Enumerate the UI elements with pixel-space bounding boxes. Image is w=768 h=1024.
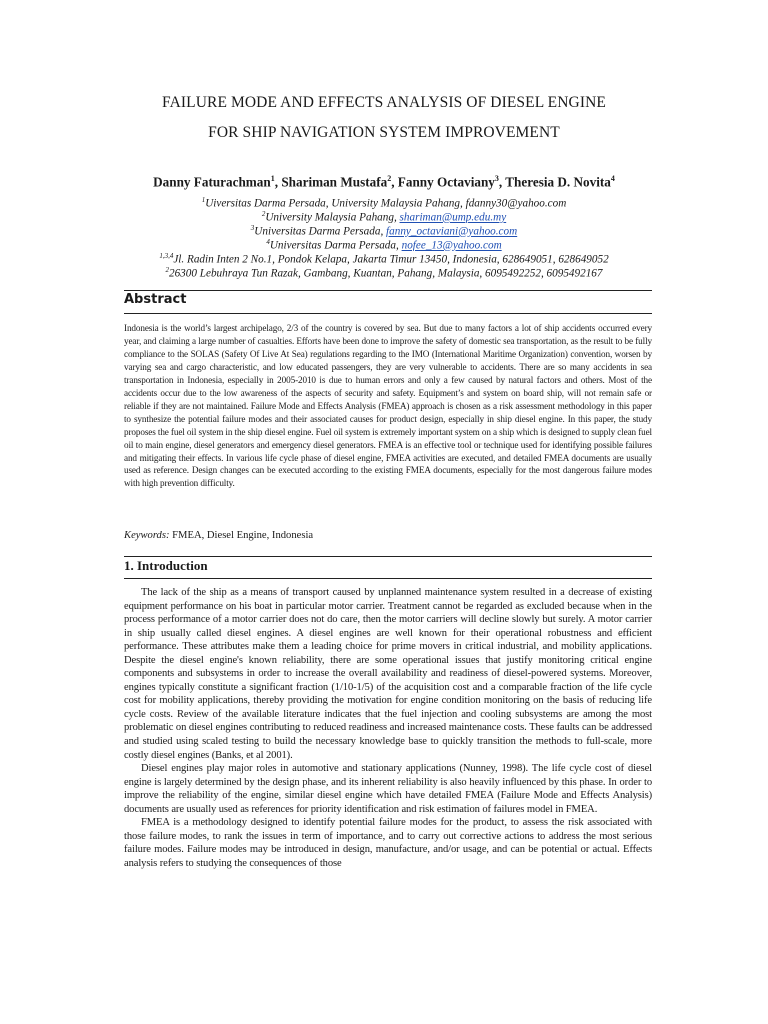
author-name: Fanny Octaviany [397, 174, 495, 190]
author-name: Theresia D. Novita [505, 174, 611, 190]
keywords-line [124, 530, 313, 541]
author-list: Danny Faturachman$^1$, Shariman Mustafa$^2$, Fanny Octaviany$^3$, Theresia D. Novita$^4$ [153, 174, 615, 190]
abstract-heading: Abstract [124, 292, 187, 307]
affiliation-text: Uiversitas Darma Persada, University Malaysia Pahang, fdanny30@yahoo.com [205, 197, 567, 210]
affiliation-text: Jl. Radin Inten 2 No.1, Pondok Kelapa, Jakarta Timur 13450, Indonesia, 628649051, 628649052 [173, 253, 609, 266]
affiliation-text: 26300 Lebuhraya Tun Razak, Gambang, Kuantan, Pahang, Malaysia, 6095492252, 6095492167 [168, 267, 603, 280]
author-sup: 4 [610, 174, 615, 183]
section-divider [124, 290, 652, 291]
body-paragraph: FMEA is a methodology designed to identify potential failure modes for the product, to assess the risk associated with those failure modes, to rank the issues in term of importance, and to carry out corrective actions to address the most serious failure modes. Failure modes may be introduced in design, manufacture, and/or usage, and can be potential or actual. Effects analysis refers to studying the consequences of those [124, 817, 652, 869]
author-sup: 2 [387, 174, 392, 183]
body-paragraph: The lack of the ship as a means of transport caused by unplanned maintenance system resulted in a decrease of existing equipment performance on his boat in particular motor carrier. Treatment cannot be regarded as excluded because when in the process performance of a motor carrier does not do care, then the motor carriers will decline slowly but surely. A motor carrier in ship usually called diesel engines. A diesel engines are well known for their operational robustness and efficient performance. These attributes make them a leading choice for prime movers in critical industrial, and mobility applications. Despite the diesel engine's known reliability, there are some operational issues that justify monitoring critical engine components and subsystems in order to increase the overall availability and readiness of diesel-powered systems. Moreover, engines typically constitute a significant fraction (1/10-1/5) of the acquisition cost and a comparable fraction of the life cycle cost for mobility applications, thereby providing the motivation for engine condition monitoring on the basis of reducing life cycle costs. Review of the available literature indicates that the fuel injection and cooling subsystems are among the most problematic on diesel engines contributing to reduced readiness and increased maintenance costs. These faults can be addressed and studied using scaled testing to build the necessary knowledge base to quickly transition the methods to full-scale, more costly diesel engines (Banks, et al 2001). [124, 587, 652, 761]
body-paragraph: Diesel engines play major roles in automotive and stationary applications (Nunney, 1998). The life cycle cost of diesel engine is largely determined by the design phase, and its inherent reliability is also heavily influenced by this phase. In order to improve the reliability of the engine, similar diesel engine which have detailed FMEA (Failure Mode and Effects Analysis) documents are usually used as references for priority identification and risk estimation of failures model in FMEA. [124, 763, 652, 815]
author-name: Shariman Mustafa [281, 174, 388, 190]
affiliation-text: Universitas Darma Persada, [254, 225, 387, 238]
affiliation-sup: 2 [261, 210, 266, 218]
author-sup: 3 [494, 174, 499, 183]
email-link[interactable]: fanny_octaviani@yahoo.com [386, 225, 518, 238]
section-divider [124, 578, 652, 579]
section-heading: 1. Introduction [124, 558, 208, 573]
affiliation-sup: 1 [201, 196, 206, 204]
affiliation-line [100, 263, 668, 281]
author-name: Danny Faturachman [153, 174, 271, 190]
section-divider [124, 313, 652, 314]
paper-title-line-2: FOR SHIP NAVIGATION SYSTEM IMPROVEMENT [208, 124, 560, 141]
affiliation-sup: 2 [165, 266, 169, 274]
affiliation-sup: 1,3,4 [159, 252, 174, 260]
introduction-body [124, 586, 652, 870]
email-link[interactable]: nofee_13@yahoo.com [401, 239, 502, 252]
section-divider [124, 556, 652, 557]
abstract-text: Indonesia is the world’s largest archipelago, 2/3 of the country is covered by sea. But due to many factors a lot of ship accidents occurred every year, and claiming a large number of casualties. Efforts have been done to improve the safety of domestic sea transportation, as the result to be fully compliance to the SOLAS (Safety Of Live At Sea) regulations regarding to the IMO (International Maritime Organization) convention, worsen by varying sea and cargo characteristic, and low educated passengers, they are very vulnerable to accidents. There are so many accidents in sea transportation in Indonesia, especially in 2005-2010 is due to human errors and only a few caused by natural factors and others. Most of the accidents occur due to the low awareness of the aspects of security and safety. Equipment’s and system on board ship, will not remain safe or reliable if they are not maintained. Failure Mode and Effects Analysis (FMEA) approach is chosen as a risk assessment methodology in this paper to synthesize the potential failure modes and their associated causes for product design, especially in ship diesel engine. In this paper, the study proposes the fuel oil system in the ship diesel engine. Fuel oil system is extremely important system on a ship which is designed to supply clean fuel oil to main engine, diesel generators and emergency diesel generators. FMEA is an effective tool or technique used for identifying possible failures and mitigating their effects. In various life cycle phase of diesel engine, FMEA activities are executed, and detailed FMEA documents are usually used as reference. Design changes can be executed according to the existing FMEA documents, especially for the most dangerous failure modes with high prevention difficulty. [124, 323, 652, 489]
email-link[interactable]: shariman@ump.edu.my [399, 211, 507, 224]
affiliation-text: University Malaysia Pahang, [265, 211, 400, 224]
affiliation-sup: 3 [250, 224, 255, 232]
affiliation-sup: 4 [266, 238, 270, 246]
paper-title-line-1: FAILURE MODE AND EFFECTS ANALYSIS OF DIESEL ENGINE [162, 94, 606, 111]
keywords-label: Keywords: [124, 530, 170, 541]
affiliation-text: Universitas Darma Persada, [269, 239, 402, 252]
author-sup: 1 [270, 174, 275, 183]
keywords-text: FMEA, Diesel Engine, Indonesia [169, 530, 314, 541]
